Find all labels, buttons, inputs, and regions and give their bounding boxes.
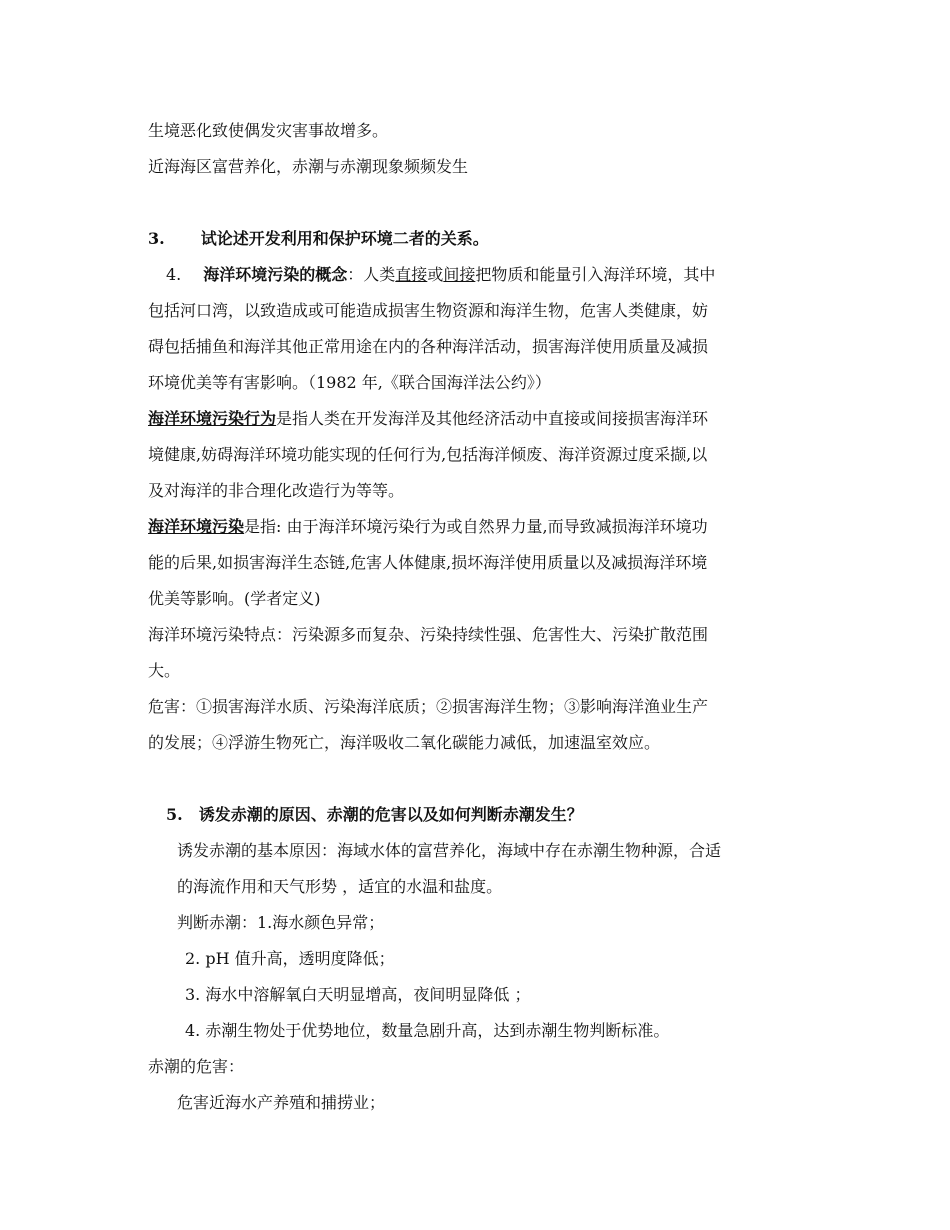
intro-line-2: 近海海区富营养化，赤潮与赤潮现象频频发生 [148,157,469,176]
question-5-title: 诱发赤潮的原因、赤潮的危害以及如何判断赤潮发生？ [198,805,583,824]
question-4-number: 4. [166,265,182,284]
pollution-harm-line-2: 的发展；④浮游生物死亡，海洋吸收二氧化碳能力减低，加速温室效应。 [148,733,661,752]
red-tide-judge-4: 4. 赤潮生物处于优势地位，数量急剧升高，达到赤潮生物判断标准。 [185,1021,670,1040]
q4-text: 把物质和能量引入海洋环境，其中 [475,265,716,284]
pollution-line-2: 能的后果,如损害海洋生态链,危害人体健康,损坏海洋使用质量以及减损海洋环境 [148,553,708,572]
pollution-features-line-1: 海洋环境污染特点：污染源多而复杂、污染持续性强、危害性大、污染扩散范围 [148,625,709,644]
pollution-act-line-1 [148,408,708,430]
pollution-act-line-3: 及对海洋的非合理化改造行为等等。 [148,481,405,500]
question-3 [148,228,489,250]
red-tide-cause-line-2: 的海流作用和天气形势 ，适宜的水温和盐度。 [177,877,503,896]
question-3-number: 3. [148,229,165,248]
question-5-number: 5. [166,805,183,824]
pollution-act-line-2: 境健康,妨碍海洋环境功能实现的任何行为,包括海洋倾废、海洋资源过度采撷,以 [148,445,708,464]
q4-term: 海洋环境污染的概念 [203,265,348,284]
pollution-act-term: 海洋环境污染行为 [148,409,277,428]
red-tide-cause-line-1: 诱发赤潮的基本原因：海域水体的富营养化，海域中存在赤潮生物种源，合适 [177,841,722,860]
red-tide-harm-heading: 赤潮的危害： [148,1057,245,1076]
pollution-text: 是指: 由于海洋环境污染行为或自然界力量,而导致减损海洋环境功 [244,517,708,536]
q4-definition-line-4: 环境优美等有害影响。（1982 年,《联合国海洋法公约》） [148,373,551,392]
q4-definition-line-3: 碍包括捕鱼和海洋其他正常用途在内的各种海洋活动，损害海洋使用质量及减损 [148,337,709,356]
question-5 [166,804,583,826]
red-tide-judge-2: 2. pH 值升高，透明度降低； [185,949,395,968]
q4-underline-direct: 直接 [395,265,428,284]
pollution-term: 海洋环境污染 [148,517,245,536]
pollution-line-3: 优美等影响。(学者定义) [148,589,321,608]
q4-text: 或 [427,265,444,284]
q4-underline-indirect: 间接 [443,265,476,284]
q4-definition-line-2: 包括河口湾，以致造成或可能造成损害生物资源和海洋生物，危害人类健康，妨 [148,301,709,320]
pollution-act-text: 是指人类在开发海洋及其他经济活动中直接或间接损害海洋环 [276,409,709,428]
pollution-features-line-2: 大。 [148,661,181,680]
q4-text: ：人类 [347,265,396,284]
pollution-line-1 [148,516,708,538]
red-tide-judge-3: 3. 海水中溶解氧白天明显增高，夜间明显降低 ； [185,985,531,1004]
pollution-harm-line-1: 危害：①损害海洋水质、污染海洋底质；②损害海洋生物；③影响海洋渔业生产 [148,697,709,716]
q4-definition-line-1 [166,264,715,286]
intro-line-1: 生境恶化致使偶发灾害事故增多。 [148,121,389,140]
question-3-title: 试论述开发利用和保护环境二者的关系。 [200,229,489,248]
red-tide-harm-1: 危害近海水产养殖和捕捞业； [177,1093,386,1112]
red-tide-judge-1: 判断赤潮：1.海水颜色异常； [177,913,385,932]
